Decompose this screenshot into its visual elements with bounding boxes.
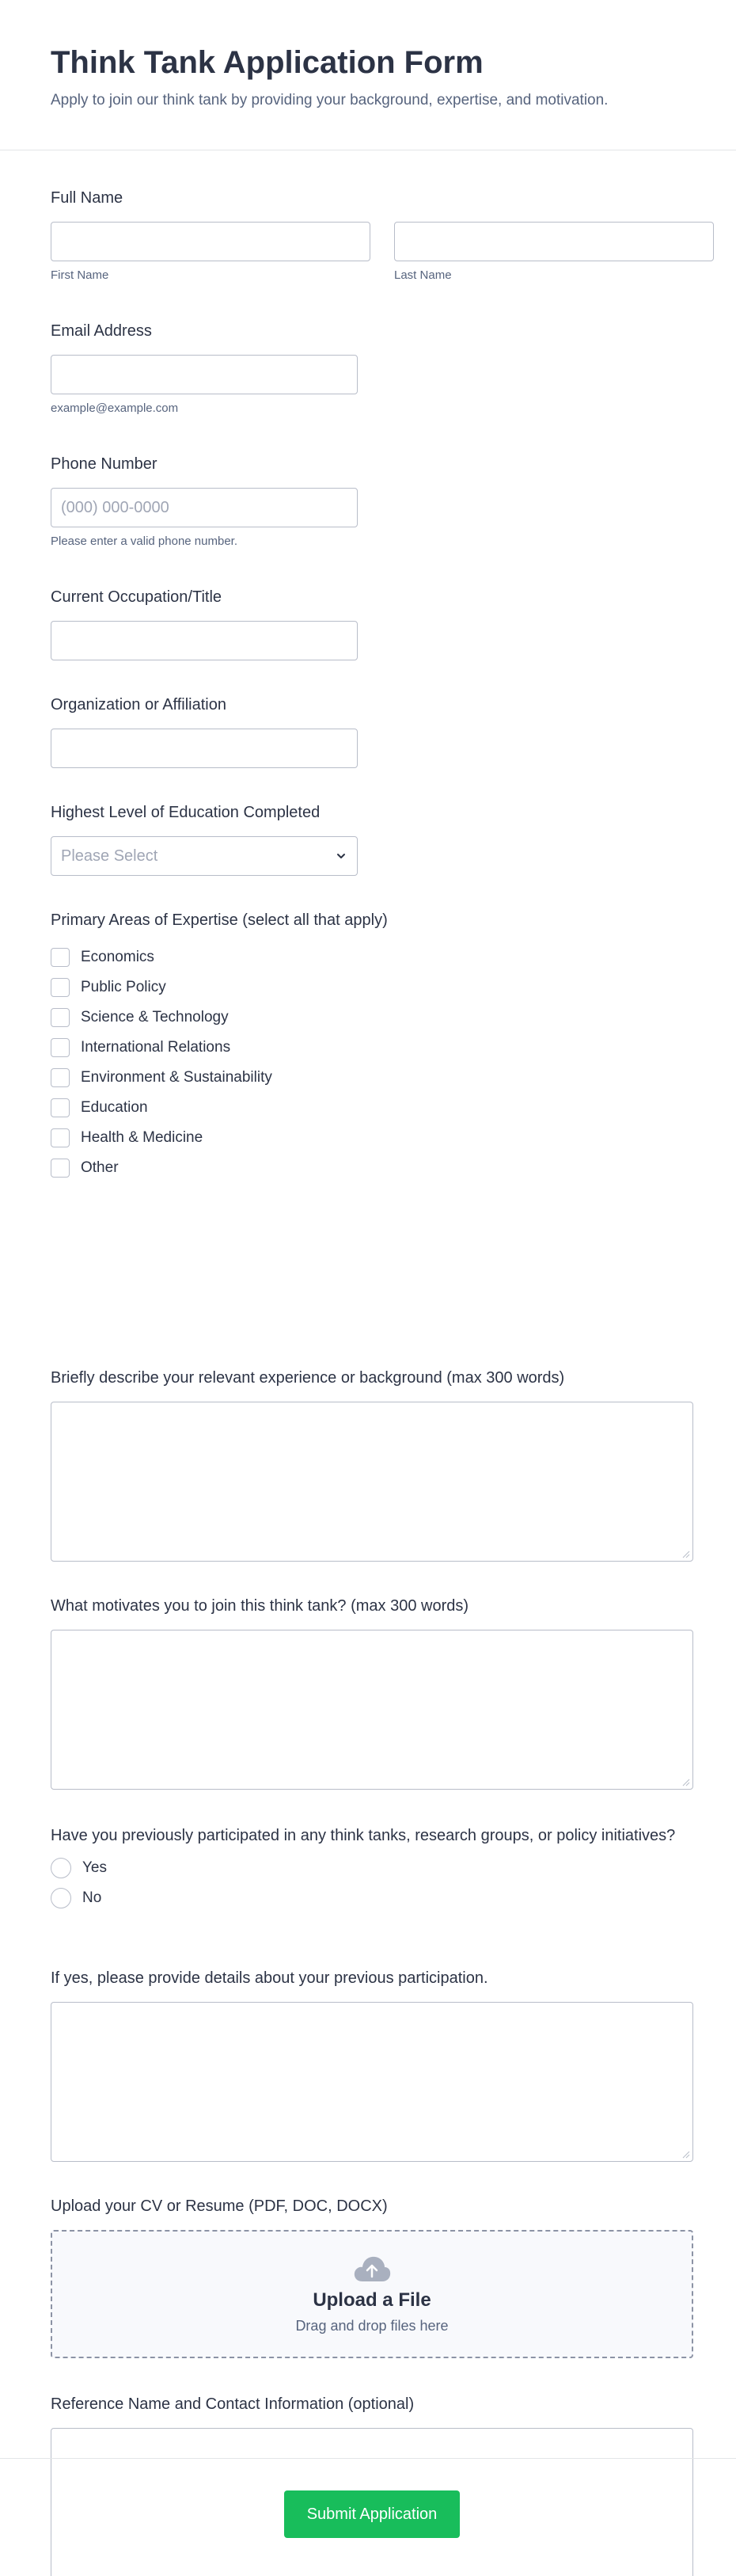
organization-field xyxy=(51,694,693,768)
cloud-upload-icon xyxy=(352,2254,392,2283)
checkbox-label: Health & Medicine xyxy=(81,1129,203,1146)
file-upload-dropzone[interactable] xyxy=(51,2230,693,2358)
previous-participation-field xyxy=(51,1825,693,1913)
expertise-option[interactable] xyxy=(51,1123,693,1153)
upload-title: Upload a File xyxy=(313,2289,431,2311)
resize-grip-icon[interactable] xyxy=(682,1779,690,1786)
form-footer xyxy=(0,2458,736,2576)
previous-details-label: If yes, please provide details about your previous participation. xyxy=(51,1969,488,1987)
checkbox-label: Public Policy xyxy=(81,979,166,995)
email-sublabel: example@example.com xyxy=(51,401,179,415)
expertise-option[interactable] xyxy=(51,1153,693,1183)
checkbox-label: Science & Technology xyxy=(81,1009,229,1025)
occupation-field xyxy=(51,586,693,660)
cv-upload-field xyxy=(51,2195,693,2358)
submit-button[interactable]: Submit Application xyxy=(284,2490,460,2538)
expertise-label: Primary Areas of Expertise (select all that apply) xyxy=(51,911,388,929)
motivation-textarea[interactable] xyxy=(51,1630,693,1790)
full-name-field xyxy=(51,187,693,283)
phone-input[interactable] xyxy=(51,488,358,527)
motivation-label: What motivates you to join this think tank? (max 300 words) xyxy=(51,1597,469,1615)
motivation-field xyxy=(51,1595,693,1790)
email-label: Email Address xyxy=(51,322,152,340)
checkbox-label: International Relations xyxy=(81,1039,231,1056)
checkbox[interactable] xyxy=(51,1159,70,1178)
organization-input[interactable] xyxy=(51,729,358,768)
expertise-option[interactable] xyxy=(51,972,693,1003)
radio-button[interactable] xyxy=(51,1858,71,1878)
phone-field xyxy=(51,453,693,550)
previous-details-textarea[interactable] xyxy=(51,2002,693,2162)
checkbox-label: Education xyxy=(81,1099,148,1116)
education-label: Highest Level of Education Completed xyxy=(51,804,321,821)
expertise-option[interactable] xyxy=(51,1003,693,1033)
radio-label: No xyxy=(82,1889,102,1906)
occupation-label: Current Occupation/Title xyxy=(51,588,222,606)
checkbox[interactable] xyxy=(51,1068,70,1087)
experience-label: Briefly describe your relevant experience or background (max 300 words) xyxy=(51,1369,565,1387)
form-header xyxy=(0,0,736,150)
expertise-option[interactable] xyxy=(51,942,693,972)
checkbox[interactable] xyxy=(51,1008,70,1027)
education-field xyxy=(51,801,693,876)
first-name-sublabel: First Name xyxy=(51,268,109,282)
expertise-checklist xyxy=(51,942,693,1183)
previous-details-field xyxy=(51,1967,693,2162)
email-input[interactable] xyxy=(51,355,358,394)
checkbox-label: Other xyxy=(81,1159,119,1176)
last-name-sublabel: Last Name xyxy=(394,268,452,282)
upload-subtitle: Drag and drop files here xyxy=(295,2317,449,2334)
cv-upload-label: Upload your CV or Resume (PDF, DOC, DOCX) xyxy=(51,2197,388,2215)
previous-participation-label: Have you previously participated in any think tanks, research groups, or policy initiatives? xyxy=(51,1827,676,1844)
radio-option-no[interactable] xyxy=(51,1883,693,1913)
checkbox[interactable] xyxy=(51,1128,70,1147)
resize-grip-icon[interactable] xyxy=(682,2151,690,2159)
occupation-input[interactable] xyxy=(51,621,358,660)
organization-label: Organization or Affiliation xyxy=(51,696,226,713)
expertise-option[interactable] xyxy=(51,1063,693,1093)
checkbox[interactable] xyxy=(51,1038,70,1057)
education-select[interactable] xyxy=(51,836,358,876)
checkbox-label: Economics xyxy=(81,949,154,965)
expertise-option[interactable] xyxy=(51,1033,693,1063)
checkbox[interactable] xyxy=(51,978,70,997)
radio-label: Yes xyxy=(82,1859,107,1876)
experience-textarea[interactable] xyxy=(51,1402,693,1562)
form-title: Think Tank Application Form xyxy=(51,45,484,80)
checkbox[interactable] xyxy=(51,948,70,967)
radio-button[interactable] xyxy=(51,1888,71,1908)
phone-sublabel: Please enter a valid phone number. xyxy=(51,535,237,548)
education-select-value: Please Select xyxy=(61,847,158,865)
chevron-down-icon xyxy=(335,850,347,862)
checkbox-label: Environment & Sustainability xyxy=(81,1069,272,1086)
resize-grip-icon[interactable] xyxy=(682,1551,690,1558)
phone-label: Phone Number xyxy=(51,455,157,473)
last-name-input[interactable] xyxy=(394,222,714,261)
form-subtitle: Apply to join our think tank by providing your background, expertise, and motivation. xyxy=(51,92,609,108)
expertise-option[interactable] xyxy=(51,1093,693,1123)
radio-option-yes[interactable] xyxy=(51,1853,693,1883)
email-field xyxy=(51,320,693,417)
expertise-field xyxy=(51,909,693,1183)
checkbox[interactable] xyxy=(51,1098,70,1117)
experience-field xyxy=(51,1367,693,1562)
reference-label: Reference Name and Contact Information (optional) xyxy=(51,2395,415,2413)
full-name-label: Full Name xyxy=(51,189,123,207)
first-name-input[interactable] xyxy=(51,222,370,261)
